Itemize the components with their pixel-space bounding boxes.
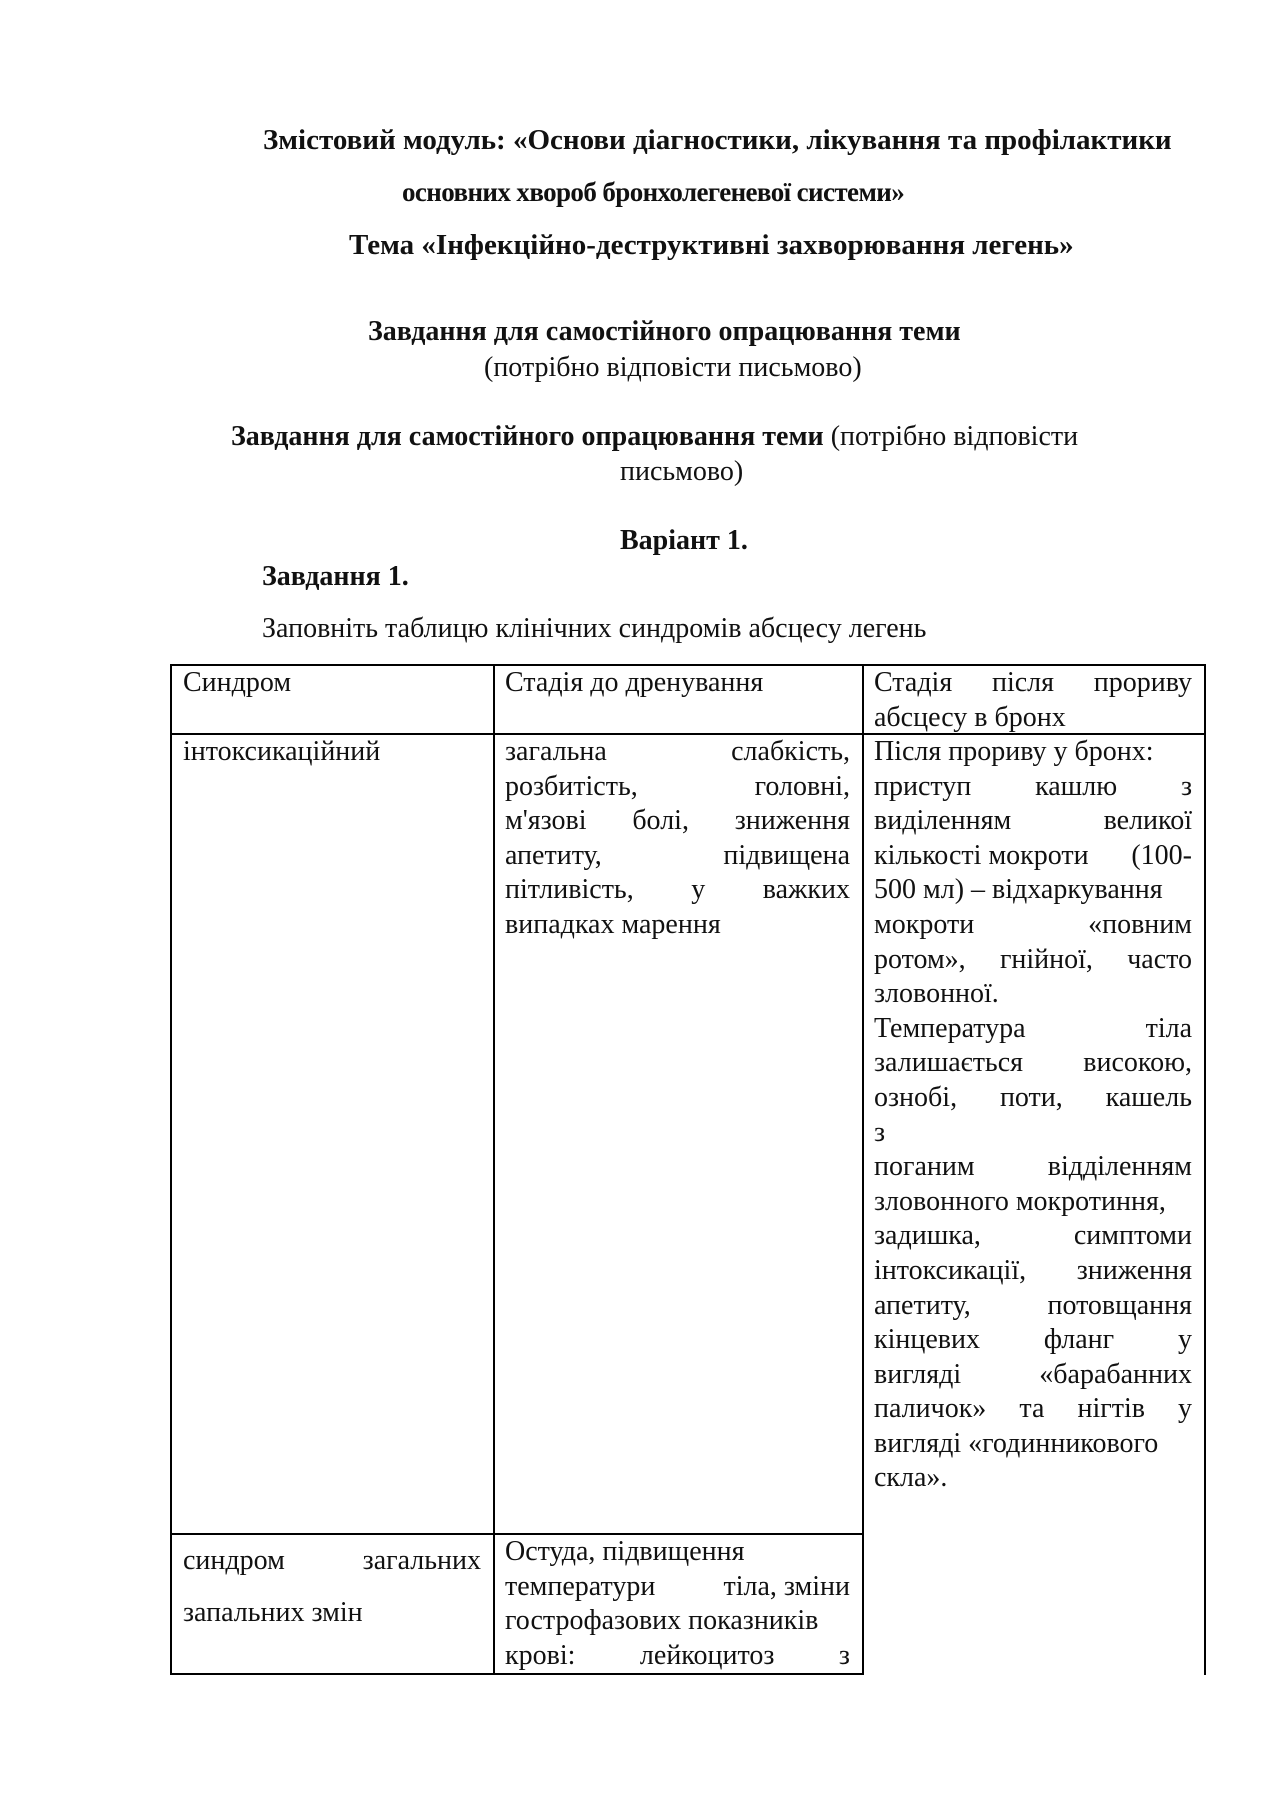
cell-word: ознобі, [874, 1081, 958, 1113]
cell-line [874, 1185, 1192, 1220]
cell-line [183, 1535, 481, 1587]
cell-line [874, 1461, 1192, 1496]
cell-line [505, 735, 850, 770]
cell-word: та [1019, 1393, 1045, 1425]
cell-word: інтоксикації, [874, 1254, 1027, 1286]
cell-word: з [838, 1639, 850, 1671]
cell-word: Після прориву у бронх: [874, 736, 1154, 767]
cell-word: (100- [1131, 839, 1192, 871]
cell-word: розбитість, [505, 770, 638, 802]
cell-word: тіла [1145, 1012, 1192, 1044]
cell-word: пітливість, [505, 874, 634, 906]
cell-word: запальних змін [183, 1597, 363, 1628]
cell-word: зловонної. [874, 978, 999, 1010]
cell-line [874, 977, 1192, 1012]
cell-word: загальна [505, 736, 607, 767]
cell-word: приступ [874, 770, 972, 802]
cell-line [874, 839, 1192, 874]
cell-line [874, 1116, 1192, 1151]
cell-word: задишка, [874, 1220, 981, 1252]
cell-line [505, 839, 850, 874]
cell-word: вигляді «годинникового [874, 1427, 1159, 1459]
cell-word: відділенням [1047, 1151, 1192, 1183]
cell-word: у [691, 874, 706, 906]
self-study-note-a: (потрібно відповісти письмово) [484, 352, 862, 383]
cell-word: поти, [999, 1081, 1063, 1113]
cell-word: гнійної, [999, 943, 1093, 975]
cell-word: кінцевих [874, 1324, 980, 1356]
cell-word: болі, [632, 805, 689, 837]
cell-word: виділенням [874, 805, 1012, 837]
cell-word: скла». [874, 1462, 948, 1494]
cell-word: у [1178, 1393, 1192, 1425]
cell-word: зловонного мокротиння, [874, 1185, 1166, 1217]
self-study-title-a: Завдання для самостійного опрацювання теми [368, 316, 961, 347]
cell-word: фланг [1043, 1324, 1115, 1356]
module-title-line1: Змістовий модуль: «Основи діагностики, лікування та профілактики [263, 124, 1172, 156]
cell-line [874, 1012, 1192, 1047]
cell-word: тіла, зміни [723, 1570, 850, 1602]
cell-line [874, 735, 1192, 770]
cell-word: загальних [362, 1545, 481, 1576]
cell-word: «повним [1088, 908, 1192, 940]
cell-line [505, 873, 850, 908]
cell-line [874, 770, 1192, 805]
self-study-title-b: Завдання для самостійного опрацювання теми [231, 421, 824, 452]
variant-title: Варіант 1. [620, 525, 748, 556]
theme-title: Тема «Інфекційно-деструктивні захворювання легень» [349, 229, 1074, 261]
cell-line [874, 1150, 1192, 1185]
cell-word: синдром [183, 1545, 285, 1576]
cell-word: апетиту, [505, 839, 602, 871]
table-border-left [170, 664, 172, 1675]
cell-word: апетиту, [874, 1289, 971, 1321]
cell-word: поганим [874, 1151, 975, 1183]
self-study-note-b-part1: (потрібно відповісти [823, 421, 1079, 452]
row1-after-rupture [874, 735, 1192, 1496]
self-study-note-b-part2: письмово) [620, 456, 744, 487]
cell-word: високою, [1083, 1047, 1192, 1079]
cell-line [505, 1570, 850, 1605]
cell-word: великої [1103, 805, 1192, 837]
cell-word: кількості мокроти [874, 839, 1089, 871]
cell-line [874, 1323, 1192, 1358]
cell-word: гострофазових показників [505, 1605, 819, 1637]
row1-before-drainage [505, 735, 850, 943]
cell-word: нігтів [1077, 1393, 1145, 1425]
cell-line [874, 943, 1192, 978]
table-border-right [1204, 664, 1206, 1675]
cell-line [874, 1427, 1192, 1462]
cell-word: підвищена [723, 839, 850, 871]
cell-word: кашлю [1035, 770, 1118, 802]
table-border-col2 [862, 664, 864, 1675]
cell-line [505, 770, 850, 805]
cell-word: зниження [734, 805, 850, 837]
module-title-line2: основних хвороб бронхолегеневої системи» [402, 177, 905, 207]
cell-word: залишається [874, 1047, 1024, 1079]
cell-word: Температура [874, 1012, 1026, 1044]
self-study-heading-b [231, 420, 1078, 454]
cell-line [874, 1046, 1192, 1081]
cell-word: ротом», [874, 943, 966, 975]
cell-line [505, 804, 850, 839]
cell-line [874, 1254, 1192, 1289]
cell-word: слабкість, [731, 736, 850, 767]
cell-line [874, 1081, 1192, 1116]
cell-word: симптоми [1073, 1220, 1192, 1252]
cell-line [874, 908, 1192, 943]
cell-word: лейкоцитоз [639, 1639, 775, 1671]
cell-line [874, 1219, 1192, 1254]
row2-syndrome [183, 1535, 481, 1639]
cell-word: вигляді [874, 1358, 962, 1390]
cell-line [183, 1587, 481, 1639]
cell-word: з [874, 1116, 886, 1148]
cell-word: м'язові [505, 805, 587, 837]
cell-word: паличок» [874, 1393, 987, 1425]
row1-syndrome: інтоксикаційний [183, 736, 381, 767]
cell-line [874, 804, 1192, 839]
cell-word: Остуда, підвищення [505, 1536, 745, 1567]
cell-word: часто [1127, 943, 1192, 975]
cell-word: зниження [1076, 1254, 1192, 1286]
cell-line [505, 1639, 850, 1674]
cell-word: 500 мл) – відхаркування [874, 874, 1163, 906]
cell-word: «барабанних [1039, 1358, 1192, 1390]
header-after-rupture-line2: абсцесу в бронх [874, 701, 1066, 733]
header-after-rupture [874, 666, 1192, 735]
cell-word: головні, [754, 770, 850, 802]
cell-word: з [1180, 770, 1192, 802]
cell-line [874, 873, 1192, 908]
header-syndrome: Синдром [183, 667, 292, 698]
cell-line [874, 1358, 1192, 1393]
task1-title: Завдання 1. [262, 561, 409, 592]
header-after-rupture-line1: Стадія після прориву [874, 667, 1192, 698]
cell-line [505, 1604, 850, 1639]
cell-word: крові: [505, 1639, 576, 1671]
cell-word: потовщання [1047, 1289, 1192, 1321]
cell-word: мокроти [874, 908, 975, 940]
cell-word: у [1178, 1324, 1192, 1356]
cell-line [505, 908, 850, 943]
task1-instruction: Заповніть таблицю клінічних синдромів абсцесу легень [262, 613, 927, 644]
cell-word: температури [505, 1570, 656, 1602]
header-before-drainage: Стадія до дренування [505, 667, 764, 698]
cell-word: кашель [1105, 1081, 1192, 1113]
table-border-col1 [493, 664, 495, 1675]
cell-line [874, 1289, 1192, 1324]
row2-before-drainage [505, 1535, 850, 1673]
cell-word: важких [762, 874, 850, 906]
cell-word: випадках марення [505, 908, 721, 940]
cell-line [874, 1392, 1192, 1427]
cell-line [505, 1535, 850, 1570]
